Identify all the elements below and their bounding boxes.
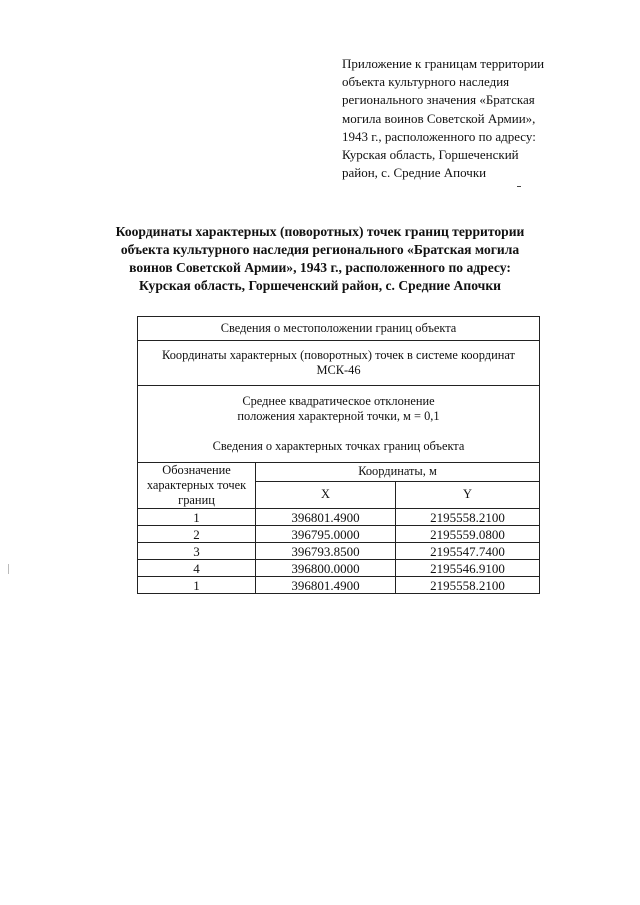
points-info-line: Сведения о характерных точках границ объекта (212, 439, 465, 453)
x-cell: 396793.8500 (256, 543, 396, 560)
appendix-note-line: объекта культурного наследия (342, 74, 510, 90)
table-row (138, 577, 540, 594)
point-cell: 2 (138, 526, 256, 543)
y-cell: 2195558.2100 (396, 577, 540, 594)
x-cell: 396800.0000 (256, 560, 396, 577)
appendix-note-line: Приложение к границам территории (342, 56, 545, 71)
table-header-row (138, 317, 540, 341)
accuracy-cell (138, 386, 540, 463)
appendix-note-line: район, с. Средние Апочки (342, 165, 487, 181)
document-title-line: Координаты характерных (поворотных) точек границ территории (115, 224, 525, 239)
table-header-row (138, 386, 540, 463)
document-title-line: Курская область, Горшеченский район, с. Средние Апочки (139, 278, 501, 293)
accuracy-line1: Среднее квадратическое отклонение (242, 394, 435, 408)
x-cell: 396801.4900 (256, 577, 396, 594)
appendix-note-line: Курская область, Горшеченский (342, 147, 519, 163)
table-row (138, 509, 540, 526)
scan-mark (517, 186, 521, 187)
point-cell: 4 (138, 560, 256, 577)
y-cell: 2195559.0800 (396, 526, 540, 543)
appendix-note-line: регионального значения «Братская (342, 92, 535, 108)
coordinates-column-header: Координаты, м (256, 463, 540, 482)
scan-mark (8, 564, 9, 574)
coordinates-table (137, 316, 540, 594)
table-row (138, 526, 540, 543)
appendix-note (342, 55, 582, 182)
appendix-note-line: 1943 г., расположенного по адресу: (342, 128, 536, 144)
y-column-header: Y (396, 481, 540, 508)
point-cell: 1 (138, 509, 256, 526)
column-header-row (138, 463, 540, 482)
table-row (138, 543, 540, 560)
table-row (138, 560, 540, 577)
y-cell: 2195546.9100 (396, 560, 540, 577)
y-cell: 2195547.7400 (396, 543, 540, 560)
x-cell: 396801.4900 (256, 509, 396, 526)
appendix-note-line: могила воинов Советской Армии», (342, 110, 536, 126)
x-column-header: X (256, 481, 396, 508)
coord-system-line2: МСК-46 (316, 363, 361, 377)
point-cell: 1 (138, 577, 256, 594)
point-cell: 3 (138, 543, 256, 560)
accuracy-line2: положения характерной точки, м = 0,1 (237, 409, 440, 423)
y-cell: 2195558.2100 (396, 509, 540, 526)
location-header-cell: Сведения о местоположении границ объекта (138, 317, 540, 341)
coord-system-cell (138, 341, 540, 386)
document-title (100, 223, 540, 295)
table-header-row (138, 341, 540, 386)
coord-system-line1: Координаты характерных (поворотных) точек в системе координат (162, 348, 515, 362)
document-title-line: воинов Советской Армии», 1943 г., расположенного по адресу: (129, 260, 511, 275)
point-header-line3: границ (178, 493, 215, 507)
document-title-line: объекта культурного наследия регионального «Братская могила (120, 242, 520, 257)
point-header-line1: Обозначение (162, 463, 231, 477)
x-cell: 396795.0000 (256, 526, 396, 543)
point-header-line2: характерных точек (146, 478, 247, 492)
point-column-header (138, 463, 256, 509)
